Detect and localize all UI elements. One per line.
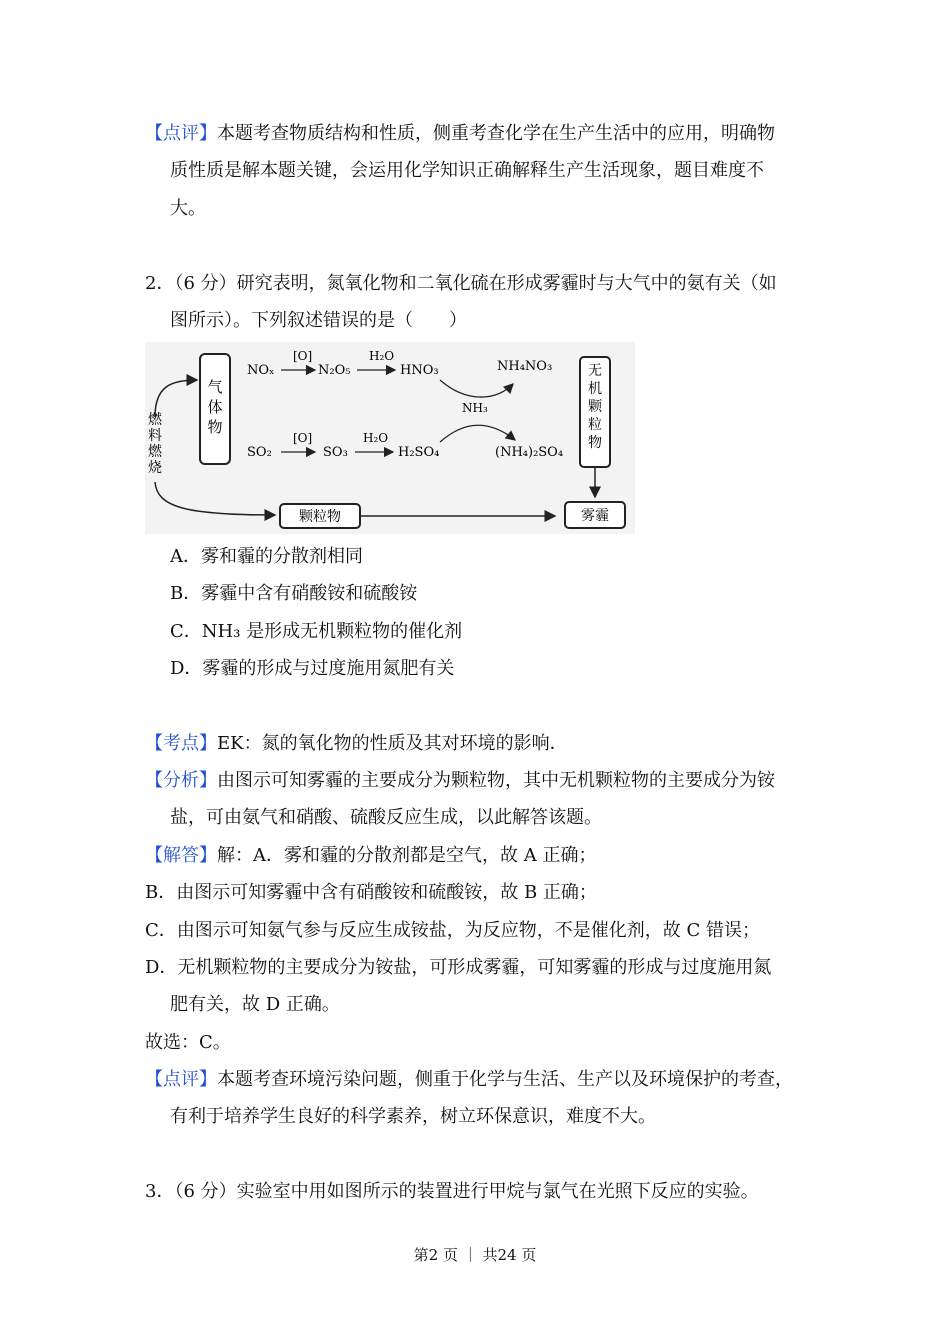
solution-line3: C．由图示可知氨气参与反应生成铵盐，为反应物，不是催化剂，故 C 错误； [145,920,760,941]
nox-formula: NOₓ [247,363,275,378]
ammonia-label: NH₃ [462,401,488,415]
nh42so4-formula: (NH₄)₂SO₄ [495,445,564,460]
review-2-tag: 【点评】 [145,1069,217,1090]
solution-tag: 【解答】 [145,845,217,866]
gas-substance-box [200,354,230,464]
question-3-stem: 3．（6 分）实验室中用如图所示的装置进行甲烷与氯气在光照下反应的实验。 [145,1181,759,1202]
n2o5-formula: N₂O₅ [318,363,351,378]
svg-text:无机颗粒物: 无机颗粒物 [588,363,602,451]
smog-formation-diagram [145,342,635,534]
oxygen-label-2: [O] [293,431,313,445]
svg-text:雾霾: 雾霾 [581,508,609,524]
review-2-line2: 有利于培养学生良好的科学素养，树立环保意识，难度不大。 [170,1106,656,1127]
kaodian-tag: 【考点】 [145,733,217,754]
solution-line1: 【解答】解：A．雾和霾的分散剂都是空气，故 A 正确； [145,845,597,866]
so2-formula: SO₂ [247,445,272,460]
analysis-line2: 盐，可由氨气和硝酸、硫酸反应生成，以此解答该题。 [170,807,602,828]
review-2-line1: 【点评】本题考查环境污染问题，侧重于化学与生活、生产以及环境保护的考查， [145,1069,793,1090]
review-1-line1: 【点评】本题考查物质结构和性质，侧重考查化学在生产生活中的应用，明确物 [145,123,775,144]
review-tag: 【点评】 [145,123,217,144]
option-c: C．NH₃ 是形成无机颗粒物的催化剂 [170,621,463,642]
particles-box [280,504,360,528]
smog-box [565,502,625,528]
option-b: B．雾霾中含有硝酸铵和硫酸铵 [170,583,418,604]
svg-text:颗粒物: 颗粒物 [299,509,341,525]
solution-line2: B．由图示可知雾霾中含有硝酸铵和硫酸铵，故 B 正确； [145,882,597,903]
question-2-stem-line1: 2．（6 分）研究表明，氮氧化物和二氧化硫在形成雾霾时与大气中的氨有关（如 [145,273,777,294]
gas-box-label: 气体物 [207,378,223,436]
fuel-combustion-label: 燃料燃烧 [148,412,162,476]
kaodian-line: 【考点】EK：氮的氧化物的性质及其对环境的影响． [145,733,568,754]
hno3-formula: HNO₃ [400,363,439,378]
solution-line5: 肥有关，故 D 正确。 [170,994,340,1015]
water-label-1: H₂O [369,349,395,363]
analysis-tag: 【分析】 [145,770,217,791]
analysis-line1: 【分析】由图示可知雾霾的主要成分为颗粒物，其中无机颗粒物的主要成分为铵 [145,770,775,791]
oxygen-label-1: [O] [293,349,313,363]
question-2-stem-line2: 图所示）。下列叙述错误的是（ ） [170,310,467,331]
inorganic-particles-box [580,357,610,467]
option-d: D．雾霾的形成与过度施用氮肥有关 [170,658,455,679]
nh4no3-formula: NH₄NO₃ [497,359,553,374]
page-footer: 第2 页 ｜ 共24 页 [413,1246,537,1264]
review-1-line2: 质性质是解本题关键，会运用化学知识正确解释生产生活现象，题目难度不 [170,160,764,181]
answer-line: 故选：C。 [145,1032,231,1053]
water-label-2: H₂O [363,431,389,445]
h2so4-formula: H₂SO₄ [398,445,440,460]
review-1-line3: 大。 [170,198,206,219]
option-a: A．雾和霾的分散剂相同 [170,546,363,567]
solution-line4: D．无机颗粒物的主要成分为铵盐，可形成雾霾，可知雾霾的形成与过度施用氮 [145,957,772,978]
so3-formula: SO₃ [323,445,348,460]
